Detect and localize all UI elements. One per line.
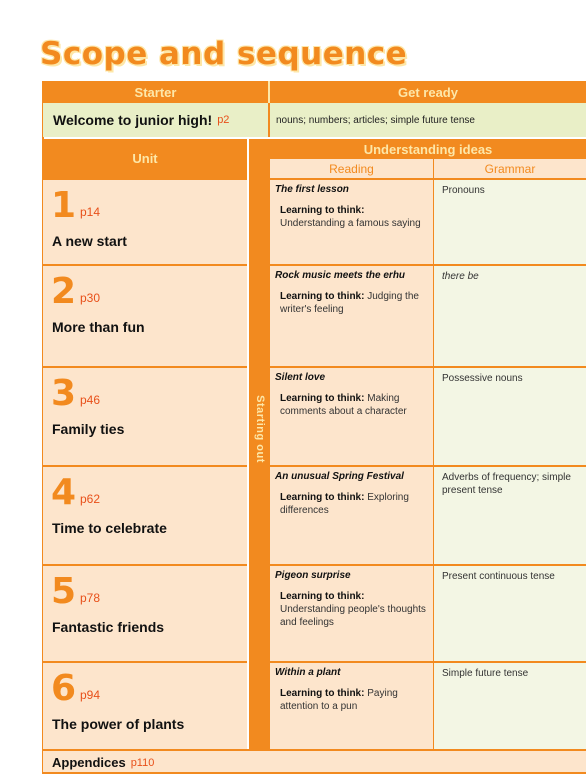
header-unit: Unit: [43, 139, 247, 178]
unit-name: More than fun: [52, 319, 145, 335]
unit-page: p30: [80, 291, 101, 305]
unit-number: 1: [51, 185, 77, 226]
learning-to-think: [275, 290, 428, 316]
unit-page: p46: [80, 393, 101, 407]
ltt-text: Judging the writer's feeling: [280, 291, 419, 315]
ltt-label: Learning to think:: [280, 492, 365, 503]
starting-out-bar: [249, 139, 270, 749]
ltt-label: Learning to think:: [280, 291, 365, 302]
reading-cell: [270, 465, 434, 564]
learning-to-think: [275, 204, 428, 230]
starter-page: p2: [217, 114, 230, 126]
reading-cell: [270, 264, 434, 366]
header-starter: Starter: [43, 81, 270, 103]
grammar-cell: Possessive nouns: [434, 366, 586, 465]
grammar-cell: Present continuous tense: [434, 564, 586, 661]
grammar-cell: Adverbs of frequency; simple present tense: [434, 465, 586, 564]
starting-out-label: Starting out: [253, 395, 266, 463]
unit-name: Family ties: [52, 421, 125, 437]
unit-number: 2: [51, 271, 77, 312]
unit-number: 5: [51, 571, 77, 612]
unit-number: 4: [51, 472, 77, 513]
learning-to-think: [275, 491, 428, 517]
ltt-text: Understanding people's thoughts and feelings: [280, 604, 426, 628]
unit-name: The power of plants: [52, 716, 185, 732]
lesson-title: Pigeon surprise: [275, 570, 351, 581]
ltt-text: Understanding a famous saying: [280, 218, 421, 229]
lesson-title: Within a plant: [275, 667, 341, 678]
unit-name: Fantastic friends: [52, 619, 165, 635]
grammar-cell: Simple future tense: [434, 661, 586, 749]
lesson-title: Rock music meets the erhu: [275, 270, 406, 281]
ltt-text: Paying attention to a pun: [280, 688, 398, 712]
unit-cell: [43, 264, 247, 366]
ltt-text: Making comments about a character: [280, 393, 407, 417]
unit-cell: [43, 465, 247, 564]
appendices-row: [43, 749, 586, 774]
get-ready-cell: nouns; numbers; articles; simple future tense: [270, 103, 586, 137]
unit-number: 3: [51, 373, 77, 414]
header-get-ready: Get ready: [270, 81, 586, 103]
unit-page: p78: [80, 591, 101, 605]
unit-name: A new start: [52, 233, 127, 249]
ltt-label: Learning to think:: [280, 393, 365, 404]
lesson-title: An unusual Spring Festival: [275, 471, 404, 482]
unit-cell: [43, 366, 247, 465]
grammar-cell: Pronouns: [434, 178, 586, 264]
page-title: Scope and sequence: [40, 36, 408, 72]
grammar-cell: there be: [434, 264, 586, 366]
starter-title: Welcome to junior high!: [53, 112, 213, 128]
reading-cell: [270, 178, 434, 264]
lesson-title: Silent love: [275, 372, 326, 383]
header-grammar: Grammar: [434, 159, 586, 178]
reading-cell: [270, 366, 434, 465]
unit-name: Time to celebrate: [52, 520, 167, 536]
unit-page: p62: [80, 492, 101, 506]
unit-cell: [43, 661, 247, 749]
ltt-text: Exploring differences: [280, 492, 409, 516]
reading-cell: [270, 661, 434, 749]
unit-page: p14: [80, 205, 101, 219]
reading-cell: [270, 564, 434, 661]
unit-cell: [43, 178, 247, 264]
appendices-page: p110: [130, 756, 155, 769]
lesson-title: The first lesson: [275, 184, 349, 195]
table-frame-bottom: [43, 772, 586, 774]
learning-to-think: [275, 687, 428, 713]
learning-to-think: [275, 590, 428, 629]
unit-cell: [43, 564, 247, 661]
ltt-label: Learning to think:: [280, 591, 365, 602]
ltt-label: Learning to think:: [280, 205, 365, 216]
unit-number: 6: [51, 668, 77, 709]
header-reading: Reading: [270, 159, 434, 178]
header-understanding-ideas: Understanding ideas: [270, 139, 586, 159]
learning-to-think: [275, 392, 428, 418]
unit-page: p94: [80, 688, 101, 702]
ltt-label: Learning to think:: [280, 688, 365, 699]
appendices-label: Appendices: [52, 755, 126, 770]
starter-cell: [43, 103, 270, 137]
scope-sequence-table: [43, 81, 586, 774]
